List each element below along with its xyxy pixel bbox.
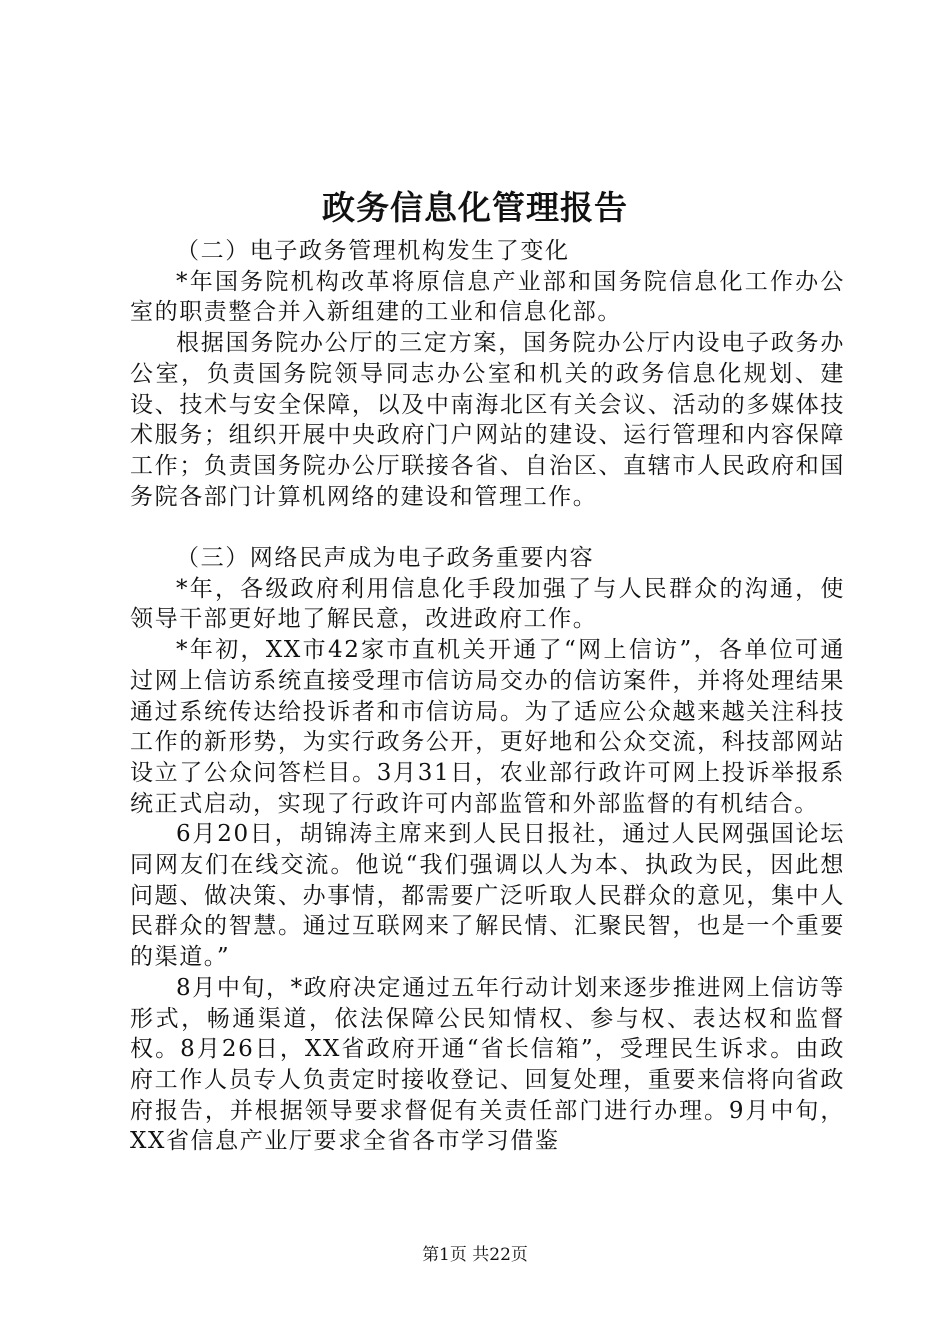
paragraph: *年，各级政府利用信息化手段加强了与人民群众的沟通，使领导干部更好地了解民意，改进政府工作。 <box>130 575 845 633</box>
paragraph: 6月20日，胡锦涛主席来到人民日报社，通过人民网强国论坛同网友们在线交流。他说“我们强调以人为本、执政为民，因此想问题、做决策、办事情，都需要广泛听取人民群众的意见，集中人民群众的智慧。通过互联网来了解民情、汇聚民智，也是一个重要的渠道。” <box>130 821 845 971</box>
paragraph: *年初，XX市42家市直机关开通了“网上信访”，各单位可通过网上信访系统直接受理市信访局交办的信访案件，并将处理结果通过系统传达给投诉者和市信访局。为了适应公众越来越关注科技工作的新形势，为实行政务公开，更好地和公众交流，科技部网站设立了公众问答栏目。3月31日，农业部行政许可网上投诉举报系统正式启动，实现了行政许可内部监管和外部监督的有机结合。 <box>130 637 845 817</box>
paragraph-section-3-heading: （三）网络民声成为电子政务重要内容 <box>176 545 595 572</box>
paragraph: 8月中旬，*政府决定通过五年行动计划来逐步推进网上信访等形式，畅通渠道，依法保障公民知情权、参与权、表达权和监督权。8月26日，XX省政府开通“省长信箱”，受理民生诉求。由政府工作人员专人负责定时接收登记、回复处理，重要来信将向省政府报告，并根据领导要求督促有关责任部门进行办理。9月中旬，XX省信息产业厅要求全省各市学习借鉴 <box>130 974 845 1155</box>
document-body <box>130 236 845 1157</box>
paragraph: 根据国务院办公厅的三定方案，国务院办公厅内设电子政务办公室，负责国务院领导同志办公室和机关的政务信息化规划、建设、技术与安全保障，以及中南海北区有关会议、活动的多媒体技术服务；组织开展中央政府门户网站的建设、运行管理和内容保障工作；负责国务院办公厅联接各省、自治区、直辖市人民政府和国务院各部门计算机网络的建设和管理工作。 <box>130 330 845 510</box>
paragraph: *年国务院机构改革将原信息产业部和国务院信息化工作办公室的职责整合并入新组建的工业和信息化部。 <box>130 268 845 326</box>
document-title: 政务信息化管理报告 <box>322 188 628 227</box>
paragraph-section-2-heading: （二）电子政务管理机构发生了变化 <box>176 238 570 264</box>
page-number-footer: 第1页 共22页 <box>422 1245 528 1265</box>
blank-line <box>130 512 845 543</box>
